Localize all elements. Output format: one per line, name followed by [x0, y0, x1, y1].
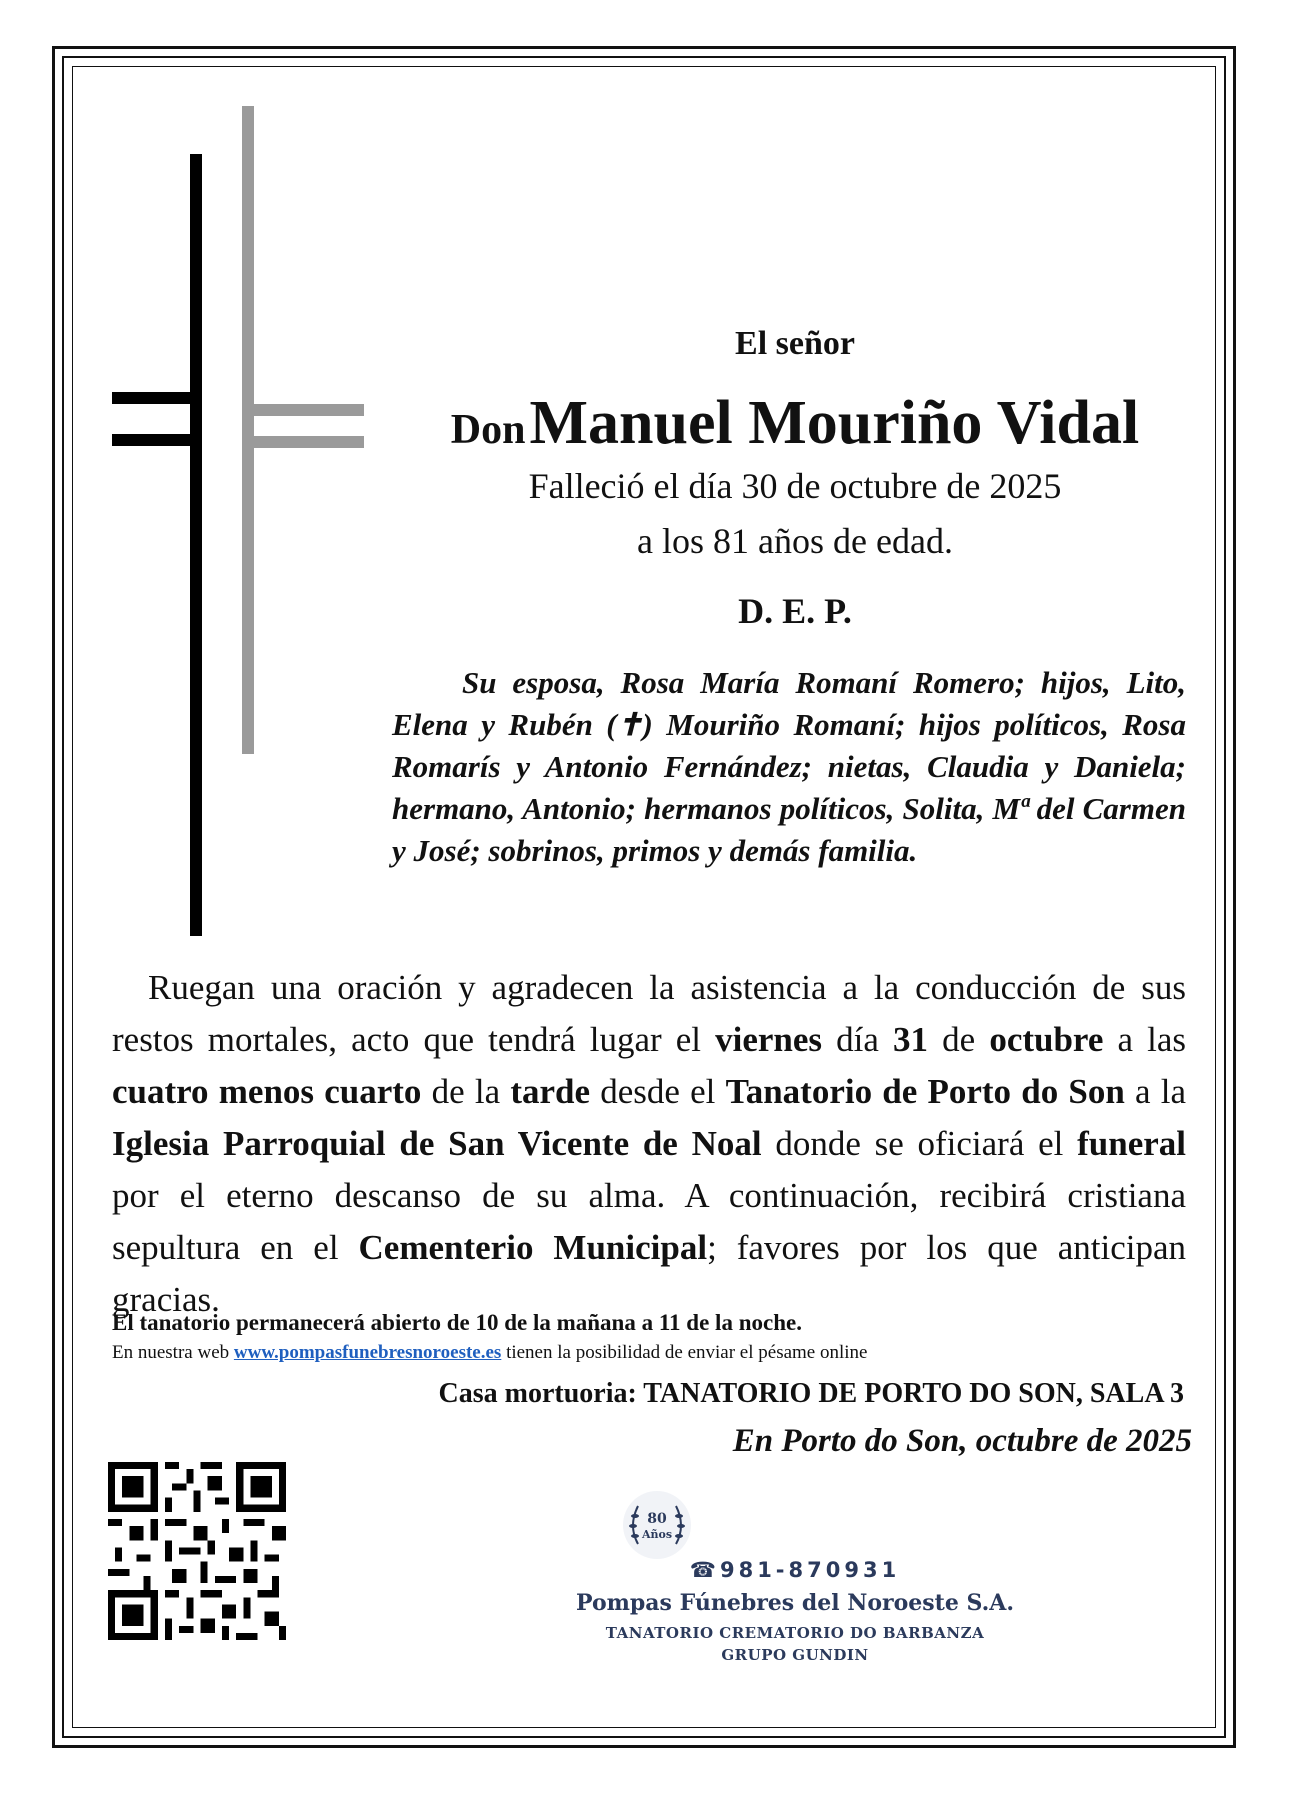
web-notice: En nuestra web www.pompasfunebresnoroeste.es tienen la posibilidad de enviar el pésame online [112, 1342, 868, 1363]
dep-text: D. E. P. [738, 591, 852, 631]
anniversary-badge-icon [620, 1488, 694, 1562]
phone-number[interactable]: ☎981-870931 [689, 1558, 901, 1582]
family-paragraph: Su esposa, Rosa María Romaní Romero; hijos, Lito, Elena y Rubén (✝) Mouriño Romaní; hijos políticos, Rosa Romarís y Antonio Fernández; nietas, Claudia y Daniela; hermano, Antonio; hermanos políticos, Solita, Mª del Carmen y José; sobrinos, primos y demás familia. [392, 665, 1186, 868]
website-link[interactable]: www.pompasfunebresnoroeste.es [233, 1342, 502, 1363]
ceremony-paragraph: Ruegan una oración y agradecen la asistencia a la conducción de sus restos mortales, acto que tendrá lugar el viernes día 31 de octubre a las cuatro menos cuarto de la tarde desde el Tanatorio de Porto do Son a la Iglesia Parroquial de San Vicente de Noal donde se oficiará el funeral por el eterno descanso de su alma. A continuación, recibirá cristiana sepultura en el Cementerio Municipal; favores por los que anticipan gracias. [112, 968, 1187, 1319]
funeral-home: Casa mortuoria: TANATORIO DE PORTO DO SON, SALA 3 [438, 1378, 1184, 1409]
badge-text: Años [641, 1528, 673, 1541]
company-subtitle: TANATORIO CREMATORIO DO BARBANZA [605, 1624, 985, 1642]
place-date: En Porto do Son, octubre de 2025 [732, 1423, 1192, 1459]
opening-hours: El tanatorio permanecerá abierto de 10 de la mañana a 11 de la noche. [112, 1310, 802, 1335]
cross-icon [112, 106, 364, 936]
company-group: GRUPO GUNDIN [721, 1646, 869, 1664]
age: a los 81 años de edad. [637, 521, 953, 561]
qr-code[interactable] [108, 1462, 286, 1640]
deceased-name [390, 388, 1200, 459]
full-name: Manuel Mouriño Vidal [529, 389, 1140, 457]
salutation: El señor [735, 325, 855, 362]
honorific: Don [450, 407, 526, 453]
badge-number: 80 [647, 1511, 667, 1527]
death-date: Falleció el día 30 de octubre de 2025 [528, 466, 1062, 506]
phone-icon: ☎ [689, 1558, 720, 1582]
company-name: Pompas Fúnebres del Noroeste S.A. [576, 1590, 1014, 1616]
